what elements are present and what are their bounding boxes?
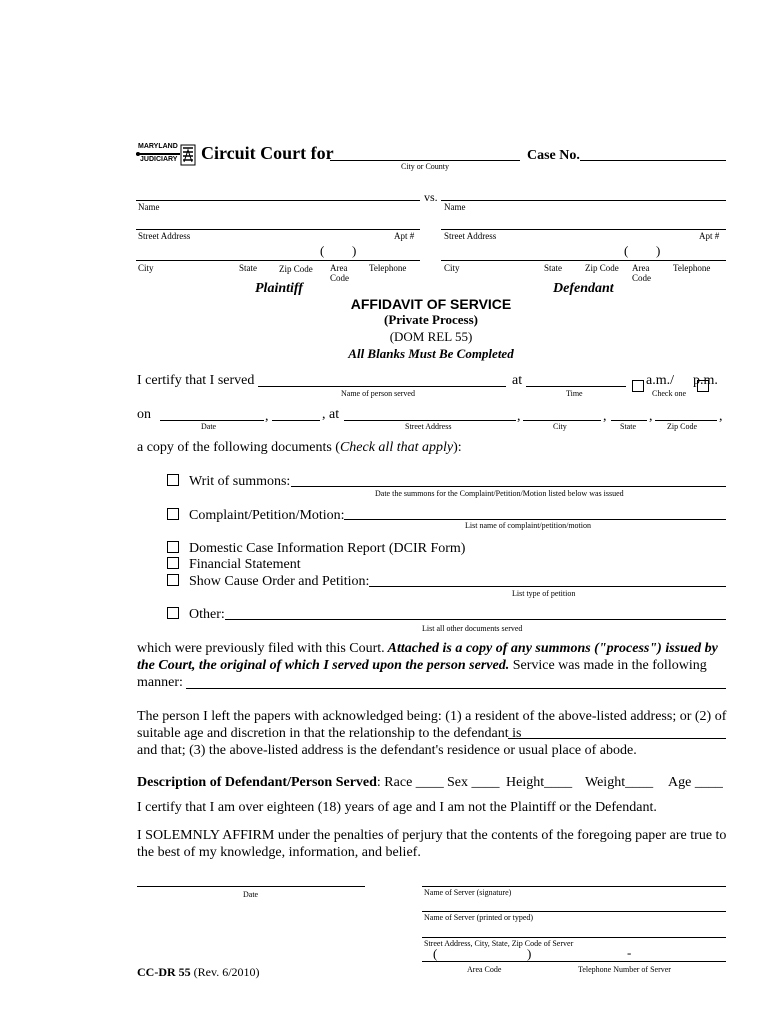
- comma-4: ,: [649, 409, 653, 424]
- writ-field[interactable]: [291, 486, 726, 487]
- server-address-field[interactable]: [422, 937, 726, 938]
- manner-field[interactable]: [186, 688, 726, 689]
- complaint-checkbox[interactable]: [167, 508, 179, 520]
- signature-date-label: Date: [243, 890, 259, 899]
- plaintiff-city-label: City: [138, 263, 154, 273]
- sex-field[interactable]: Sex ____: [447, 775, 500, 790]
- defendant-zip-label: Zip Code: [585, 263, 619, 273]
- served-street-field[interactable]: [344, 420, 516, 421]
- city-label: City: [553, 422, 567, 431]
- financial-label: Financial Statement: [189, 557, 301, 572]
- served-city-field[interactable]: [523, 420, 601, 421]
- age-field[interactable]: Age ____: [668, 775, 723, 790]
- other-label: Other:: [189, 607, 225, 622]
- logo-line1: MARYLAND: [138, 143, 178, 150]
- person-line-2: suitable age and discretion in that the relationship to the defendant is: [137, 726, 522, 741]
- complaint-row: [167, 508, 345, 524]
- date-label: Date: [201, 422, 217, 431]
- height-field[interactable]: Height____: [506, 775, 573, 790]
- server-signature-label: Name of Server (signature): [424, 888, 512, 897]
- street-label: Street Address: [405, 422, 452, 431]
- complaint-sub-label: List name of complaint/petition/motion: [465, 521, 591, 530]
- form-rev: (Rev. 6/2010): [193, 965, 260, 979]
- filed-a: which were previously filed with this Court.: [137, 641, 385, 656]
- defendant-city-label: City: [444, 263, 460, 273]
- filed-line-2: [137, 658, 707, 674]
- documents-intro-b: Check all that apply: [339, 440, 454, 455]
- description-row: [137, 775, 444, 791]
- show-cause-field[interactable]: [369, 586, 726, 587]
- relationship-field[interactable]: [508, 738, 726, 739]
- am-checkbox[interactable]: [632, 380, 644, 392]
- documents-intro-c: ):: [453, 440, 462, 455]
- certify-age: I certify that I am over eighteen (18) years of age and I am not the Plaintiff or the Defendant.: [137, 800, 657, 815]
- server-address-label: Street Address, City, State, Zip Code of Server: [424, 939, 574, 948]
- form-footer: [137, 965, 260, 980]
- plaintiff-street-label: Street Address: [138, 231, 191, 241]
- defendant-street-field[interactable]: [441, 229, 726, 230]
- other-sub-label: List all other documents served: [422, 624, 523, 633]
- affidavit-sub2: (DOM REL 55): [389, 329, 473, 344]
- writ-sub-label: Date the summons for the Complaint/Petition/Motion listed below was issued: [375, 489, 624, 498]
- at-label-2: , at: [322, 407, 340, 422]
- manner-label: manner:: [137, 675, 183, 690]
- server-printed-label: Name of Server (printed or typed): [424, 913, 534, 922]
- case-no-field[interactable]: [580, 160, 726, 161]
- defendant-phone-label: Telephone: [673, 263, 711, 273]
- affirm-line-1: I SOLEMNLY AFFIRM under the penalties of perjury that the contents of the foregoing paper are true to: [137, 828, 727, 843]
- writ-row: [167, 474, 290, 490]
- documents-intro: [137, 440, 462, 456]
- dcir-label: Domestic Case Information Report (DCIR Form): [189, 541, 466, 556]
- served-at: at: [512, 373, 523, 388]
- date-month-field[interactable]: [160, 420, 264, 421]
- person-served-label: Name of person served: [341, 389, 415, 398]
- filed-b: Attached is a copy of any summons ("process") issued by: [384, 641, 718, 656]
- comma-5: ,: [719, 409, 723, 424]
- court-title: Circuit Court for: [201, 143, 334, 163]
- am-label: a.m./: [646, 373, 674, 388]
- check-one-label: Check one: [652, 389, 686, 398]
- show-cause-sub-label: List type of petition: [512, 589, 576, 598]
- server-phone-dash: -: [627, 945, 632, 960]
- plaintiff-paren-close: ): [352, 243, 357, 258]
- plaintiff-name-label: Name: [138, 202, 160, 212]
- description-label: Description of Defendant/Person Served: [137, 775, 377, 790]
- maryland-judiciary-logo: [136, 142, 196, 166]
- other-checkbox[interactable]: [167, 607, 179, 619]
- affirm-line-2: the best of my knowledge, information, and belief.: [137, 845, 421, 860]
- state-label: State: [620, 422, 636, 431]
- server-phone-label: Telephone Number of Server: [578, 965, 671, 974]
- plaintiff-apt-label: Apt #: [394, 231, 415, 241]
- financial-checkbox[interactable]: [167, 557, 179, 569]
- served-intro: I certify that I served: [137, 373, 255, 388]
- defendant-street-label: Street Address: [444, 231, 497, 241]
- plaintiff-zip-label: Zip Code: [279, 264, 313, 274]
- other-row: [167, 607, 225, 623]
- logo-line2: JUDICIARY: [140, 156, 178, 163]
- affidavit-sub1: (Private Process): [384, 312, 478, 327]
- server-signature-field[interactable]: [422, 886, 726, 887]
- served-state-field[interactable]: [611, 420, 647, 421]
- plaintiff-name-field[interactable]: [136, 200, 420, 201]
- filed-d: Service was made in the following: [509, 658, 707, 673]
- court-field[interactable]: [330, 160, 520, 161]
- comma-3: ,: [603, 409, 607, 424]
- dcir-row: [167, 541, 465, 557]
- plaintiff-area-label: Area Code: [330, 263, 349, 283]
- complaint-field[interactable]: [344, 519, 726, 520]
- defendant-paren-close: ): [656, 243, 661, 258]
- writ-checkbox[interactable]: [167, 474, 179, 486]
- date-year-field[interactable]: [272, 420, 320, 421]
- time-field[interactable]: [526, 386, 626, 387]
- defendant-label: Defendant: [553, 281, 614, 296]
- plaintiff-label: Plaintiff: [255, 281, 303, 296]
- plaintiff-state-label: State: [239, 263, 257, 273]
- person-line-3: and that; (3) the above-listed address is the defendant's residence or usual place of abode.: [137, 743, 637, 758]
- defendant-paren-open: (: [624, 243, 629, 258]
- zip-label: Zip Code: [667, 422, 697, 431]
- documents-intro-a: a copy of the following documents (: [137, 440, 340, 455]
- defendant-name-label: Name: [444, 202, 466, 212]
- seal-icon: [180, 144, 196, 166]
- server-paren-close: ): [527, 946, 532, 961]
- affidavit-title: AFFIDAVIT OF SERVICE: [350, 296, 512, 312]
- defendant-area-label: Area Code: [632, 263, 651, 283]
- server-paren-open: (: [433, 946, 438, 961]
- weight-field[interactable]: Weight____: [585, 775, 654, 790]
- plaintiff-street-field[interactable]: [136, 229, 420, 230]
- person-line-1: The person I left the papers with acknowledged being: (1) a resident of the above-listed address; or (2) of: [137, 709, 727, 724]
- filed-line-1: [137, 641, 718, 657]
- plaintiff-city-field[interactable]: [136, 260, 420, 261]
- comma-1: ,: [265, 409, 269, 424]
- filed-c: the Court, the original of which I served upon the person served.: [137, 658, 510, 673]
- pm-label: p.m.: [693, 373, 718, 388]
- financial-row: [167, 557, 301, 573]
- dcir-checkbox[interactable]: [167, 541, 179, 553]
- writ-label: Writ of summons:: [189, 474, 291, 489]
- server-phone-field[interactable]: [422, 961, 726, 962]
- defendant-apt-label: Apt #: [699, 231, 720, 241]
- on-label: on: [137, 407, 151, 422]
- case-no-label: Case No.: [527, 148, 580, 163]
- show-cause-checkbox[interactable]: [167, 574, 179, 586]
- defendant-state-label: State: [544, 263, 562, 273]
- signature-date-field[interactable]: [137, 886, 365, 887]
- race-field[interactable]: : Race ____: [376, 775, 444, 790]
- defendant-name-field[interactable]: [441, 200, 726, 201]
- show-cause-row: [167, 574, 369, 590]
- form-id: CC-DR 55: [137, 965, 191, 979]
- court-sub-label: City or County: [401, 162, 450, 171]
- time-label: Time: [566, 389, 583, 398]
- server-area-label: Area Code: [467, 965, 502, 974]
- vs-label: vs.: [424, 190, 438, 204]
- plaintiff-paren-open: (: [320, 243, 325, 258]
- show-cause-label: Show Cause Order and Petition:: [189, 574, 370, 589]
- served-zip-field[interactable]: [655, 420, 717, 421]
- server-printed-field[interactable]: [422, 911, 726, 912]
- other-field[interactable]: [225, 619, 726, 620]
- plaintiff-phone-label: Telephone: [369, 263, 407, 273]
- affidavit-sub3: All Blanks Must Be Completed: [348, 346, 514, 361]
- defendant-city-field[interactable]: [441, 260, 726, 261]
- person-served-field[interactable]: [258, 386, 506, 387]
- comma-2: ,: [517, 409, 521, 424]
- complaint-label: Complaint/Petition/Motion:: [189, 508, 345, 523]
